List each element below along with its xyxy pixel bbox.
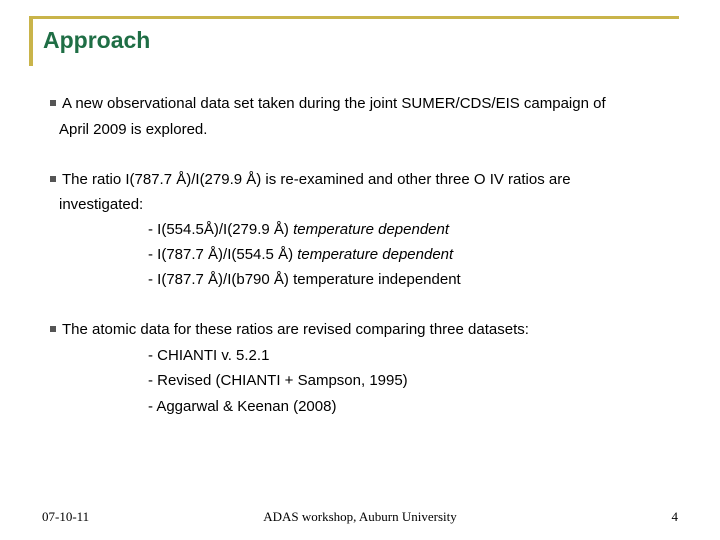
- bullet-3-line-1: [50, 321, 529, 339]
- bullet-1-text: A new observational data set taken during the joint SUMER/CDS/EIS campaign of: [62, 95, 606, 112]
- bullet-square-icon: [50, 100, 56, 106]
- ratio-3-expression: - I(787.7 Å)/I(b790 Å): [148, 271, 294, 288]
- left-accent-bar: [29, 18, 33, 66]
- dataset-item-3: - Aggarwal & Keenan (2008): [148, 398, 337, 415]
- bullet-1-line-2: April 2009 is explored.: [59, 121, 208, 138]
- ratio-item-1: [148, 221, 449, 239]
- top-rule: [29, 16, 679, 19]
- ratio-1-note: temperature dependent: [293, 221, 450, 238]
- ratio-3-note: temperature independent: [293, 271, 461, 288]
- ratio-item-3: [148, 271, 461, 289]
- footer-event: ADAS workshop, Auburn University: [263, 509, 457, 524]
- dataset-item-2: - Revised (CHIANTI + Sampson, 1995): [148, 372, 408, 389]
- bullet-1-line-1: [50, 95, 606, 113]
- bullet-2-text: The ratio I(787.7 Å)/I(279.9 Å) is re-examined and other three O IV ratios are: [62, 171, 571, 188]
- footer-date: 07-10-11: [42, 509, 90, 524]
- bullet-2-line-1: [50, 171, 571, 189]
- ratio-2-expression: - I(787.7 Å)/I(554.5 Å): [148, 246, 298, 263]
- ratio-item-2: [148, 246, 453, 264]
- bullet-2-line-2: investigated:: [59, 196, 144, 213]
- bullet-3-text: The atomic data for these ratios are revised comparing three datasets:: [62, 321, 529, 338]
- bullet-square-icon: [50, 176, 56, 182]
- bullet-square-icon: [50, 326, 56, 332]
- ratio-2-note: temperature dependent: [297, 246, 454, 263]
- footer-page-number: 4: [671, 509, 678, 524]
- dataset-item-1: - CHIANTI v. 5.2.1: [148, 347, 270, 364]
- ratio-1-expression: - I(554.5Å)/I(279.9 Å): [148, 221, 294, 238]
- slide-title: Approach: [43, 27, 151, 53]
